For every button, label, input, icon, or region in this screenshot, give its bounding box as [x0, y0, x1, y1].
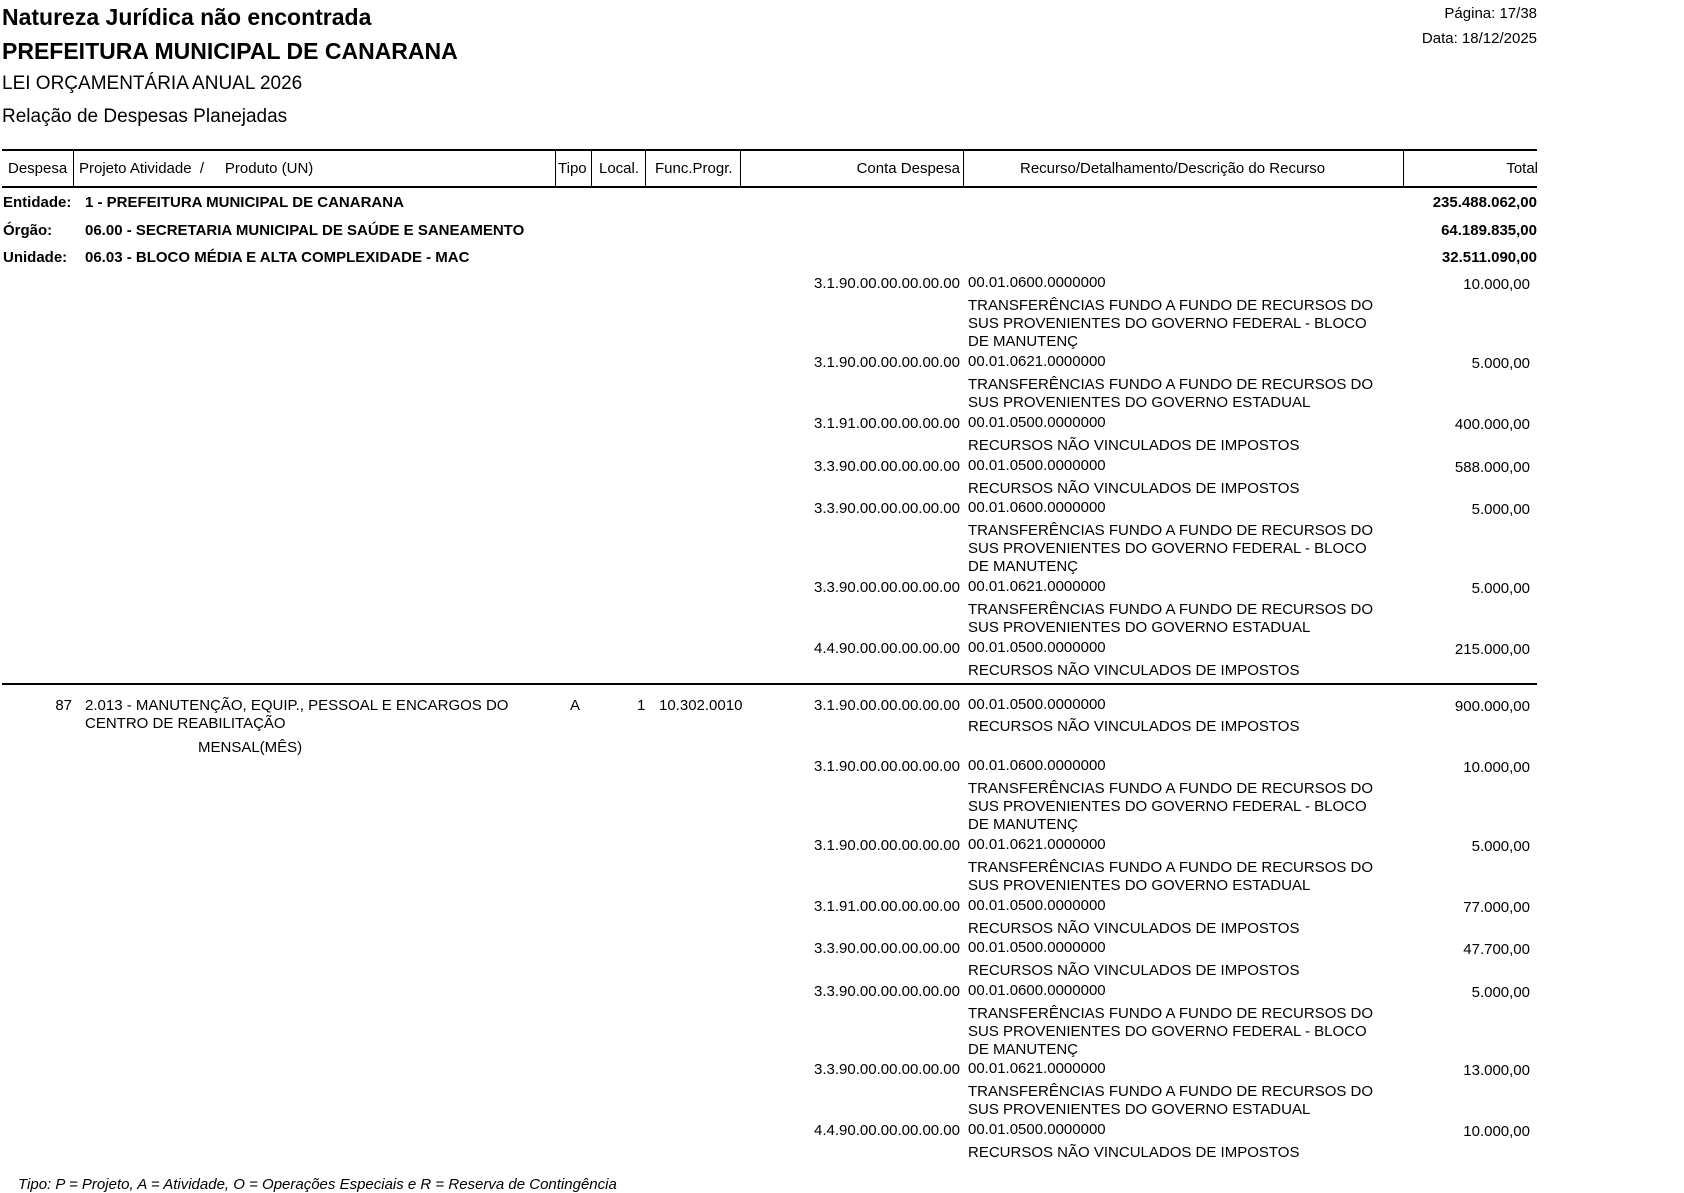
row-total: 10.000,00	[1463, 1123, 1530, 1140]
recurso-code: 00.01.0621.0000000	[968, 1060, 1106, 1077]
unidade-label: Unidade:	[3, 249, 68, 266]
recurso-description: RECURSOS NÃO VINCULADOS DE IMPOSTOS	[968, 962, 1300, 979]
row-total: 900.000,00	[1454, 698, 1530, 715]
col-recurso: Recurso/Detalhamento/Descrição do Recurso	[1020, 160, 1326, 177]
col-despesa: Despesa	[8, 160, 68, 177]
local-value: 1	[637, 697, 646, 714]
row-total: 10.000,00	[1463, 759, 1530, 776]
col-divider	[963, 150, 964, 186]
row-total: 5.000,00	[1471, 580, 1530, 597]
produto-unit: MENSAL(MÊS)	[198, 739, 303, 756]
conta-despesa: 3.1.90.00.00.00.00.00	[814, 758, 960, 775]
row-total: 588.000,00	[1454, 459, 1530, 476]
recurso-code: 00.01.0500.0000000	[968, 457, 1106, 474]
recurso-description: TRANSFERÊNCIAS FUNDO A FUNDO DE RECURSOS DO SUS PROVENIENTES DO GOVERNO FEDERAL - BLOCO DE MANUTENÇ	[968, 297, 1374, 350]
row-total: 77.000,00	[1463, 899, 1530, 916]
unidade-total: 32.511.090,00	[1441, 249, 1537, 266]
conta-despesa: 3.3.90.00.00.00.00.00	[814, 983, 960, 1000]
recurso-code: 00.01.0500.0000000	[968, 639, 1106, 656]
recurso-description: RECURSOS NÃO VINCULADOS DE IMPOSTOS	[968, 1144, 1300, 1161]
conta-despesa: 3.1.90.00.00.00.00.00	[814, 275, 960, 292]
conta-despesa: 4.4.90.00.00.00.00.00	[814, 640, 960, 657]
recurso-code: 00.01.0600.0000000	[968, 274, 1106, 291]
orgao-label: Órgão:	[3, 222, 53, 239]
recurso-description: TRANSFERÊNCIAS FUNDO A FUNDO DE RECURSOS DO SUS PROVENIENTES DO GOVERNO ESTADUAL	[968, 859, 1374, 894]
conta-despesa: 3.3.90.00.00.00.00.00	[814, 579, 960, 596]
col-func: Func.Progr.	[655, 160, 733, 177]
tipo-legend-footer: Tipo: P = Projeto, A = Atividade, O = Operações Especiais e R = Reserva de Contingência	[18, 1176, 617, 1193]
row-total: 13.000,00	[1463, 1062, 1530, 1079]
row-total: 215.000,00	[1454, 641, 1530, 658]
func-value: 10.302.0010	[659, 697, 743, 714]
col-tipo: Tipo	[558, 160, 587, 177]
recurso-code: 00.01.0621.0000000	[968, 836, 1106, 853]
lei-title: LEI ORÇAMENTÁRIA ANUAL 2026	[2, 73, 303, 94]
recurso-code: 00.01.0500.0000000	[968, 696, 1106, 713]
col-divider	[645, 150, 646, 186]
recurso-code: 00.01.0621.0000000	[968, 578, 1106, 595]
conta-despesa: 3.3.90.00.00.00.00.00	[814, 458, 960, 475]
conta-despesa: 4.4.90.00.00.00.00.00	[814, 1122, 960, 1139]
recurso-code: 00.01.0600.0000000	[968, 982, 1106, 999]
row-total: 10.000,00	[1463, 276, 1530, 293]
recurso-code: 00.01.0500.0000000	[968, 414, 1106, 431]
projeto-line1: 2.013 - MANUTENÇÃO, EQUIP., PESSOAL E ENCARGOS DO	[85, 697, 509, 714]
col-divider	[555, 150, 556, 186]
recurso-description: RECURSOS NÃO VINCULADOS DE IMPOSTOS	[968, 920, 1300, 937]
col-local: Local.	[599, 160, 640, 177]
recurso-description: RECURSOS NÃO VINCULADOS DE IMPOSTOS	[968, 662, 1300, 679]
col-total: Total	[1506, 160, 1538, 177]
relacao-title: Relação de Despesas Planejadas	[2, 106, 288, 127]
conta-despesa: 3.3.90.00.00.00.00.00	[814, 500, 960, 517]
conta-despesa: 3.1.90.00.00.00.00.00	[814, 697, 960, 714]
conta-despesa: 3.1.91.00.00.00.00.00	[814, 898, 960, 915]
row-total: 5.000,00	[1471, 838, 1530, 855]
row-total: 5.000,00	[1471, 355, 1530, 372]
header-top-rule	[2, 149, 1537, 151]
recurso-description: TRANSFERÊNCIAS FUNDO A FUNDO DE RECURSOS DO SUS PROVENIENTES DO GOVERNO ESTADUAL	[968, 376, 1374, 411]
page-number: Página: 17/38	[1444, 5, 1537, 22]
recurso-code: 00.01.0500.0000000	[968, 939, 1106, 956]
block-separator	[2, 683, 1537, 685]
conta-despesa: 3.1.91.00.00.00.00.00	[814, 415, 960, 432]
conta-despesa: 3.1.90.00.00.00.00.00	[814, 354, 960, 371]
prefeitura-title: PREFEITURA MUNICIPAL DE CANARANA	[2, 38, 458, 64]
col-projeto: Projeto Atividade / Produto (UN)	[79, 160, 314, 177]
entidade-total: 235.488.062,00	[1432, 194, 1537, 211]
projeto-line2: CENTRO DE REABILITAÇÃO	[85, 715, 286, 732]
conta-despesa: 3.3.90.00.00.00.00.00	[814, 1061, 960, 1078]
entidade-label: Entidade:	[3, 194, 72, 211]
header-bottom-rule	[2, 186, 1537, 188]
col-divider	[1403, 150, 1404, 186]
row-total: 47.700,00	[1463, 941, 1530, 958]
recurso-code: 00.01.0621.0000000	[968, 353, 1106, 370]
recurso-description: TRANSFERÊNCIAS FUNDO A FUNDO DE RECURSOS DO SUS PROVENIENTES DO GOVERNO FEDERAL - BLOCO DE MANUTENÇ	[968, 1005, 1374, 1058]
row-total: 5.000,00	[1471, 501, 1530, 518]
orgao-total: 64.189.835,00	[1441, 222, 1537, 239]
conta-despesa: 3.1.90.00.00.00.00.00	[814, 837, 960, 854]
natureza-title: Natureza Jurídica não encontrada	[2, 4, 372, 30]
row-total: 5.000,00	[1471, 984, 1530, 1001]
entidade-name: 1 - PREFEITURA MUNICIPAL DE CANARANA	[85, 194, 404, 211]
row-total: 400.000,00	[1454, 416, 1530, 433]
col-conta: Conta Despesa	[856, 160, 960, 177]
unidade-name: 06.03 - BLOCO MÉDIA E ALTA COMPLEXIDADE - MAC	[85, 249, 470, 266]
recurso-code: 00.01.0600.0000000	[968, 499, 1106, 516]
report-date: Data: 18/12/2025	[1421, 30, 1537, 47]
col-divider	[73, 150, 74, 186]
recurso-description: RECURSOS NÃO VINCULADOS DE IMPOSTOS	[968, 437, 1300, 454]
orgao-name: 06.00 - SECRETARIA MUNICIPAL DE SAÚDE E SANEAMENTO	[85, 222, 525, 239]
recurso-description: TRANSFERÊNCIAS FUNDO A FUNDO DE RECURSOS DO SUS PROVENIENTES DO GOVERNO FEDERAL - BLOCO DE MANUTENÇ	[968, 522, 1374, 575]
recurso-code: 00.01.0500.0000000	[968, 1121, 1106, 1138]
col-divider	[591, 150, 592, 186]
recurso-description: RECURSOS NÃO VINCULADOS DE IMPOSTOS	[968, 718, 1300, 735]
recurso-code: 00.01.0500.0000000	[968, 897, 1106, 914]
recurso-description: RECURSOS NÃO VINCULADOS DE IMPOSTOS	[968, 480, 1300, 497]
conta-despesa: 3.3.90.00.00.00.00.00	[814, 940, 960, 957]
recurso-description: TRANSFERÊNCIAS FUNDO A FUNDO DE RECURSOS DO SUS PROVENIENTES DO GOVERNO ESTADUAL	[968, 1083, 1374, 1118]
despesa-number: 87	[55, 697, 72, 714]
recurso-description: TRANSFERÊNCIAS FUNDO A FUNDO DE RECURSOS DO SUS PROVENIENTES DO GOVERNO ESTADUAL	[968, 601, 1374, 636]
recurso-description: TRANSFERÊNCIAS FUNDO A FUNDO DE RECURSOS DO SUS PROVENIENTES DO GOVERNO FEDERAL - BLOCO DE MANUTENÇ	[968, 780, 1374, 833]
recurso-code: 00.01.0600.0000000	[968, 757, 1106, 774]
tipo-value: A	[570, 697, 581, 714]
